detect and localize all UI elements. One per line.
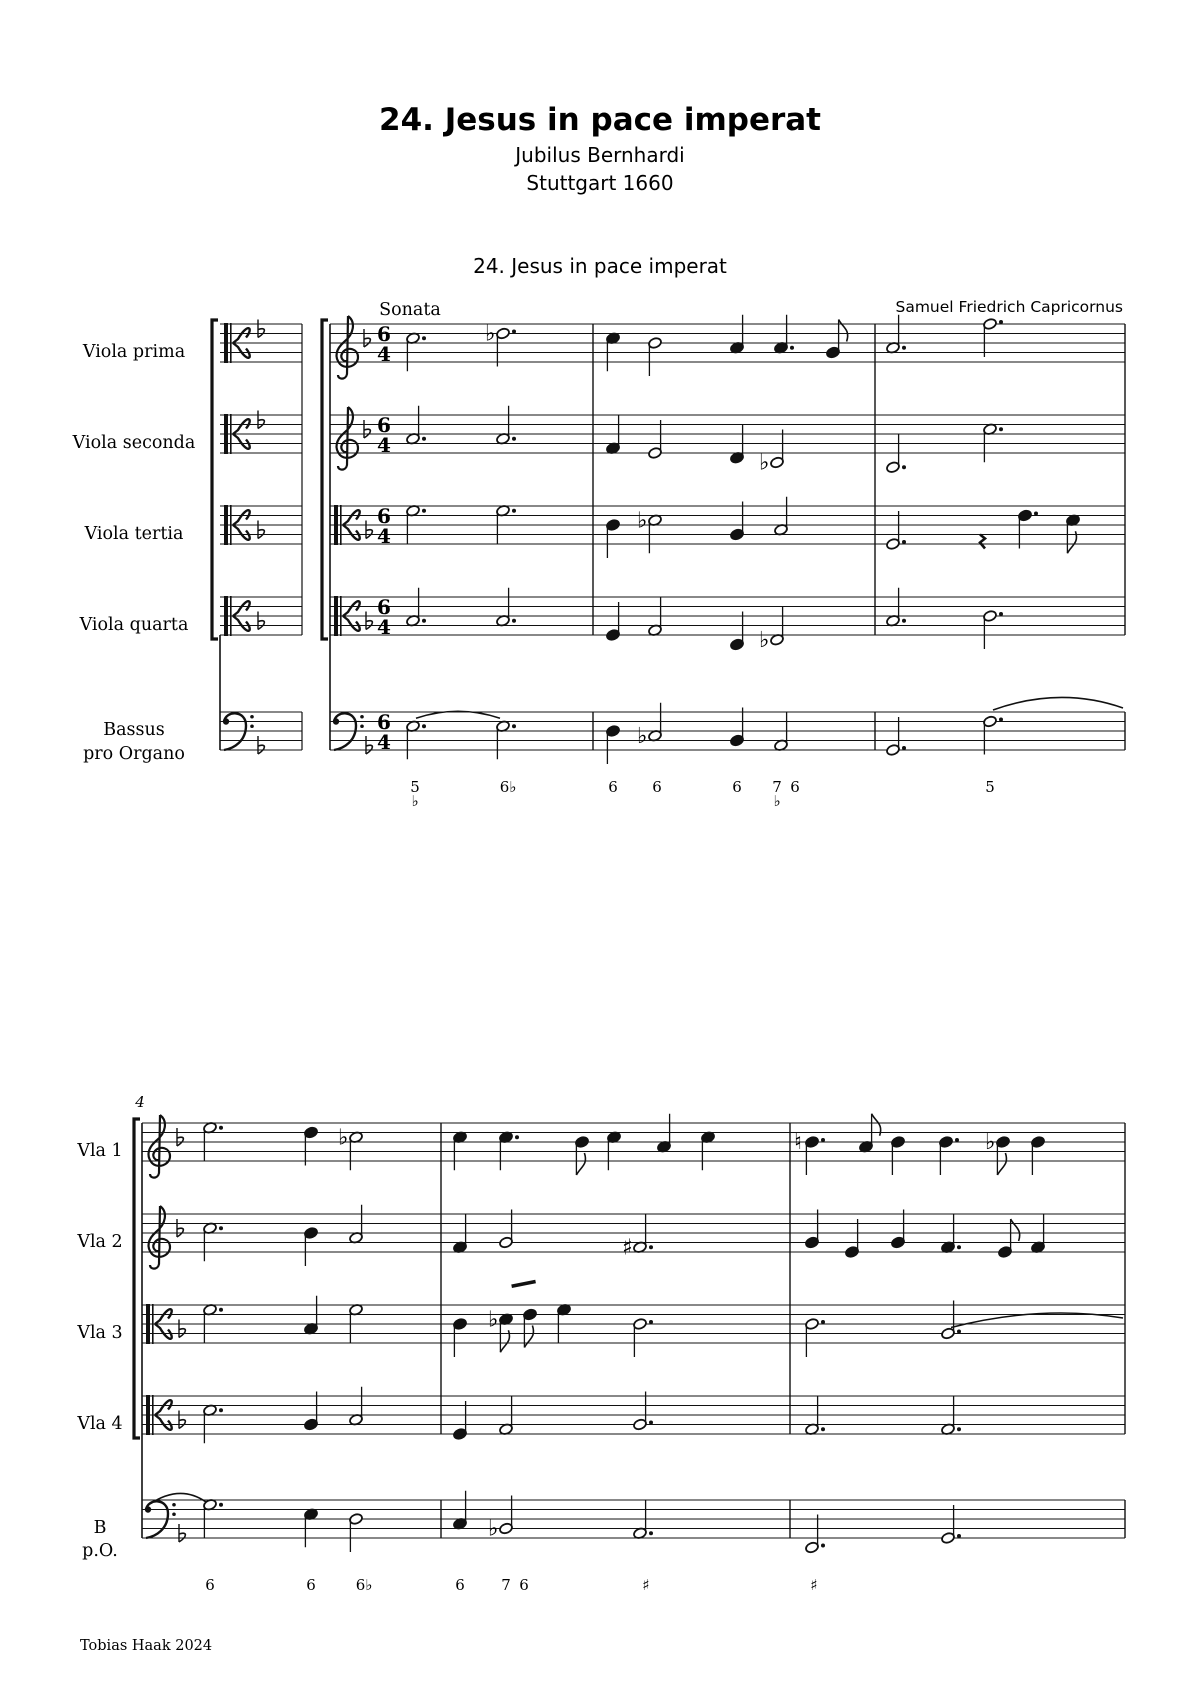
note-head [349,1513,364,1552]
svg-text:6: 6 [377,595,391,619]
part-short-vla1: Vla 1 [77,1141,123,1161]
composer-credit: Samuel Friedrich Capricornus [895,298,1123,316]
note-head [203,1303,223,1342]
time-signature [377,710,391,754]
note-head [622,1214,653,1260]
key-signature-flat [179,1320,185,1338]
accidental: ♭ [637,508,648,534]
part-short-vla2: Vla 2 [77,1232,123,1252]
augmentation-dot [422,336,426,340]
note-head [774,497,789,536]
figured-bass-figure: 6 [790,778,800,796]
augmentation-dot [649,1421,653,1425]
note-head [406,720,426,759]
note-head [891,1210,906,1249]
score-subtitle-place: Stuttgart 1660 [526,171,674,195]
bass-staff [330,712,1125,750]
viola-staff [142,1396,1125,1434]
note-head [983,715,1003,754]
note-head [648,337,663,376]
system-bracket [212,320,218,639]
note-head [406,332,426,371]
note-head [606,725,621,764]
augmentation-dot [957,1427,961,1431]
figured-bass-figure: 7 [772,778,782,796]
note-head [496,720,516,759]
part-short-vla3: Vla 3 [77,1323,123,1343]
note-head [304,1296,319,1335]
augmentation-dot [902,346,906,350]
note-head [203,1121,223,1160]
part-name-pro-organo: pro Organo [83,744,185,764]
part-name-viola-prima: Viola prima [82,342,186,362]
note-head [453,1401,468,1440]
augmentation-dot [821,1544,825,1548]
note-head [406,504,426,543]
augmentation-dot [219,1408,223,1412]
note-head [774,315,794,354]
note-head [730,502,745,541]
incipit-bass-staff [220,712,302,750]
augmentation-dot [422,509,426,513]
note-head [606,415,621,454]
note-head [606,602,621,641]
augmentation-dot [957,1534,961,1538]
note-head [701,1131,716,1170]
note-head [304,1392,319,1431]
note-head [794,1130,825,1175]
part-name-viola-quarta: Viola quarta [79,615,189,635]
note-head [941,1396,961,1435]
accidental: ♭ [485,321,496,347]
bass-clef [223,713,254,750]
accidental: ♭ [488,1516,499,1542]
viola-staff [330,415,1125,453]
treble-clef [337,407,358,470]
tie [951,1313,1123,1327]
note-head [1066,514,1081,553]
augmentation-dot [902,746,906,750]
svg-text:4: 4 [377,730,391,754]
incipit-staff [220,415,302,453]
figured-bass-flat: ♭ [411,792,419,810]
accidental: ♭ [985,1130,996,1155]
note-head [1031,1214,1046,1253]
note-head [406,588,426,627]
key-signature-flat [177,1219,183,1237]
treble-clef [149,1206,170,1269]
system-bracket [134,1119,140,1438]
note-head [886,434,906,473]
accidental: ♯ [622,1235,633,1261]
note-flag [997,1153,1006,1175]
bass-clef [145,1501,176,1538]
note-head [983,610,1003,649]
key-signature-flat [366,521,372,539]
augmentation-dot [649,1320,653,1324]
viola-staff [142,1214,1125,1252]
note-head [499,1131,519,1170]
incipit-key-flat [258,612,264,630]
key-signature-flat [179,1524,185,1542]
augmentation-dot [512,619,516,623]
augmentation-dot [957,1245,961,1249]
note-flag [839,320,848,342]
note-head [886,588,906,627]
note-head [203,1498,223,1537]
figured-bass-figure: 7 [501,1576,511,1594]
augmentation-dot [422,437,426,441]
augmentation-dot [821,1138,825,1142]
figured-bass-flat: ♭ [773,792,781,810]
augmentation-dot [422,619,426,623]
quarter-rest [980,535,985,549]
note-head [730,708,745,747]
augmentation-dot [902,619,906,623]
note-flag [1011,1219,1020,1241]
note-head [304,1126,319,1165]
note-head [805,1210,820,1249]
key-signature-flat [177,1128,183,1146]
note-head [805,1318,825,1357]
note-head [891,1136,906,1175]
note-head [203,1222,223,1261]
bass-staff [142,1500,1125,1538]
figured-bass-figure: 6♭ [499,778,517,796]
accidental: ♭ [759,627,770,653]
augmentation-dot [999,320,1003,324]
note-head [648,420,663,459]
note-head [985,1130,1010,1175]
svg-text:4: 4 [377,615,391,639]
note-head [1018,509,1038,548]
augmentation-dot [219,1503,223,1507]
note-head [859,1114,881,1153]
viola-staff [330,321,1125,362]
note-head [349,1387,364,1426]
incipit-staff [220,506,302,544]
figured-bass-figure: 6 [652,778,662,796]
augmentation-dot [515,1135,519,1139]
note-head [886,315,906,354]
figured-bass-figure: 6♭ [355,1576,373,1594]
note-head [453,1131,468,1170]
viola-staff [330,597,1125,635]
svg-text:6: 6 [377,413,391,437]
svg-text:6: 6 [377,710,391,734]
note-head [203,1404,223,1443]
accidental: ♭ [759,450,770,476]
note-head [349,1205,364,1244]
part-short-pro-organo: p.O. [82,1541,118,1561]
augmentation-dot [649,1531,653,1535]
note-head [730,315,745,354]
time-signature [377,504,391,548]
note-head [648,597,663,636]
part-short-bass: B [93,1518,107,1538]
accidental: ♭ [488,1307,499,1333]
treble-clef [149,1115,170,1178]
score-title: 24. Jesus in pace imperat [379,102,821,138]
note-head [304,1227,319,1266]
tie [993,697,1123,710]
note-head [499,1210,514,1249]
augmentation-dot [512,724,516,728]
note-head [805,1515,825,1554]
part-short-vla4: Vla 4 [77,1414,123,1434]
augmentation-dot [999,718,1003,722]
viola-staff [142,1123,1125,1161]
note-head [845,1219,860,1258]
note-head [633,1318,653,1357]
figured-bass-figure: 6 [455,1576,465,1594]
note-head [499,1396,514,1435]
note-flag [524,1326,533,1348]
key-signature-flat [366,736,372,754]
time-signature [377,413,391,457]
key-signature-flat [179,1411,185,1429]
note-head [1031,1136,1046,1175]
augmentation-dot [512,437,516,441]
figured-bass-figure: 6 [306,1576,316,1594]
svg-text:4: 4 [377,342,391,366]
augmentation-dot [219,1308,223,1312]
note-head [939,1136,959,1175]
key-signature-flat [364,420,370,438]
measure-number: 4 [135,1093,145,1111]
figured-bass-figure: 5 [985,778,995,796]
part-name-bassus: Bassus [103,720,165,740]
note-head [637,703,662,749]
augmentation-dot [649,1245,653,1249]
figured-bass-figure: 6 [732,778,742,796]
footer-credit: Tobias Haak 2024 [80,1638,213,1654]
note-head [607,1131,622,1170]
figured-bass-figure: 6 [608,778,618,796]
note-head [304,1508,319,1547]
incipit-key-flat [258,521,264,539]
accidental: ♭ [338,1125,349,1151]
score-subtitle-source: Jubilus Bernhardi [515,143,685,167]
note-head [633,1500,653,1539]
note-head [983,423,1003,462]
accidental: ♮ [794,1130,802,1155]
note-head [606,519,621,558]
augmentation-dot [821,1320,825,1324]
augmentation-dot [219,1226,223,1230]
note-head [349,1303,364,1342]
augmentation-dot [957,1330,961,1334]
incipit-staff [220,324,302,362]
incipit-key-flat [258,736,264,754]
note-head [941,1214,961,1253]
note-head [496,588,516,627]
note-head [453,1214,468,1253]
figured-bass-figure: 6 [205,1576,215,1594]
note-head [774,712,789,751]
note-head [496,504,516,543]
figured-bass-figure: 6 [519,1576,529,1594]
augmentation-dot [902,465,906,469]
augmentation-dot [999,612,1003,616]
augmentation-dot [999,427,1003,431]
augmentation-dot [512,330,516,334]
svg-text:6: 6 [377,504,391,528]
time-signature [377,322,391,366]
note-head [523,1308,538,1347]
augmentation-dot [422,724,426,728]
note-flag [576,1153,585,1175]
note-head [730,612,745,651]
piece-header: 24. Jesus in pace imperat [473,254,727,278]
accidental: ♭ [637,723,648,749]
svg-text:4: 4 [377,433,391,457]
augmentation-dot [790,346,794,350]
note-head [730,425,745,464]
part-name-viola-tertia: Viola tertia [84,524,184,544]
augmentation-dot [821,1427,825,1431]
key-signature-flat [366,612,372,630]
incipit-key-flat [258,411,264,429]
note-head [485,322,516,367]
augmentation-dot [902,540,906,544]
note-head [759,607,784,653]
time-signature [377,595,391,639]
note-head [657,1114,672,1153]
augmentation-dot [512,509,516,513]
svg-text:6: 6 [377,322,391,346]
note-head [606,332,621,371]
part-name-viola-seconda: Viola seconda [72,433,196,453]
note-head [557,1303,572,1342]
note-head [983,318,1003,357]
svg-text:4: 4 [377,524,391,548]
figured-bass-figure: ♯ [642,1576,650,1594]
viola-staff [330,506,1125,544]
incipit-key-flat [258,320,264,338]
tempo-marking: Sonata [379,300,441,320]
treble-clef [337,316,358,379]
figured-bass-figure: 5 [410,778,420,796]
note-head [453,1491,468,1530]
figured-bass-figure: ♯ [810,1576,818,1594]
note-head [453,1318,468,1357]
note-head [496,406,516,445]
incipit-staff [220,597,302,635]
note-head [805,1396,825,1435]
augmentation-dot [219,1126,223,1130]
note-head [406,406,426,445]
system-bracket [322,320,328,639]
key-signature-flat [364,329,370,347]
augmentation-dot [1034,512,1038,516]
beam [512,1282,536,1287]
augmentation-dot [955,1138,959,1142]
bass-clef [333,713,364,750]
note-head [575,1136,590,1175]
